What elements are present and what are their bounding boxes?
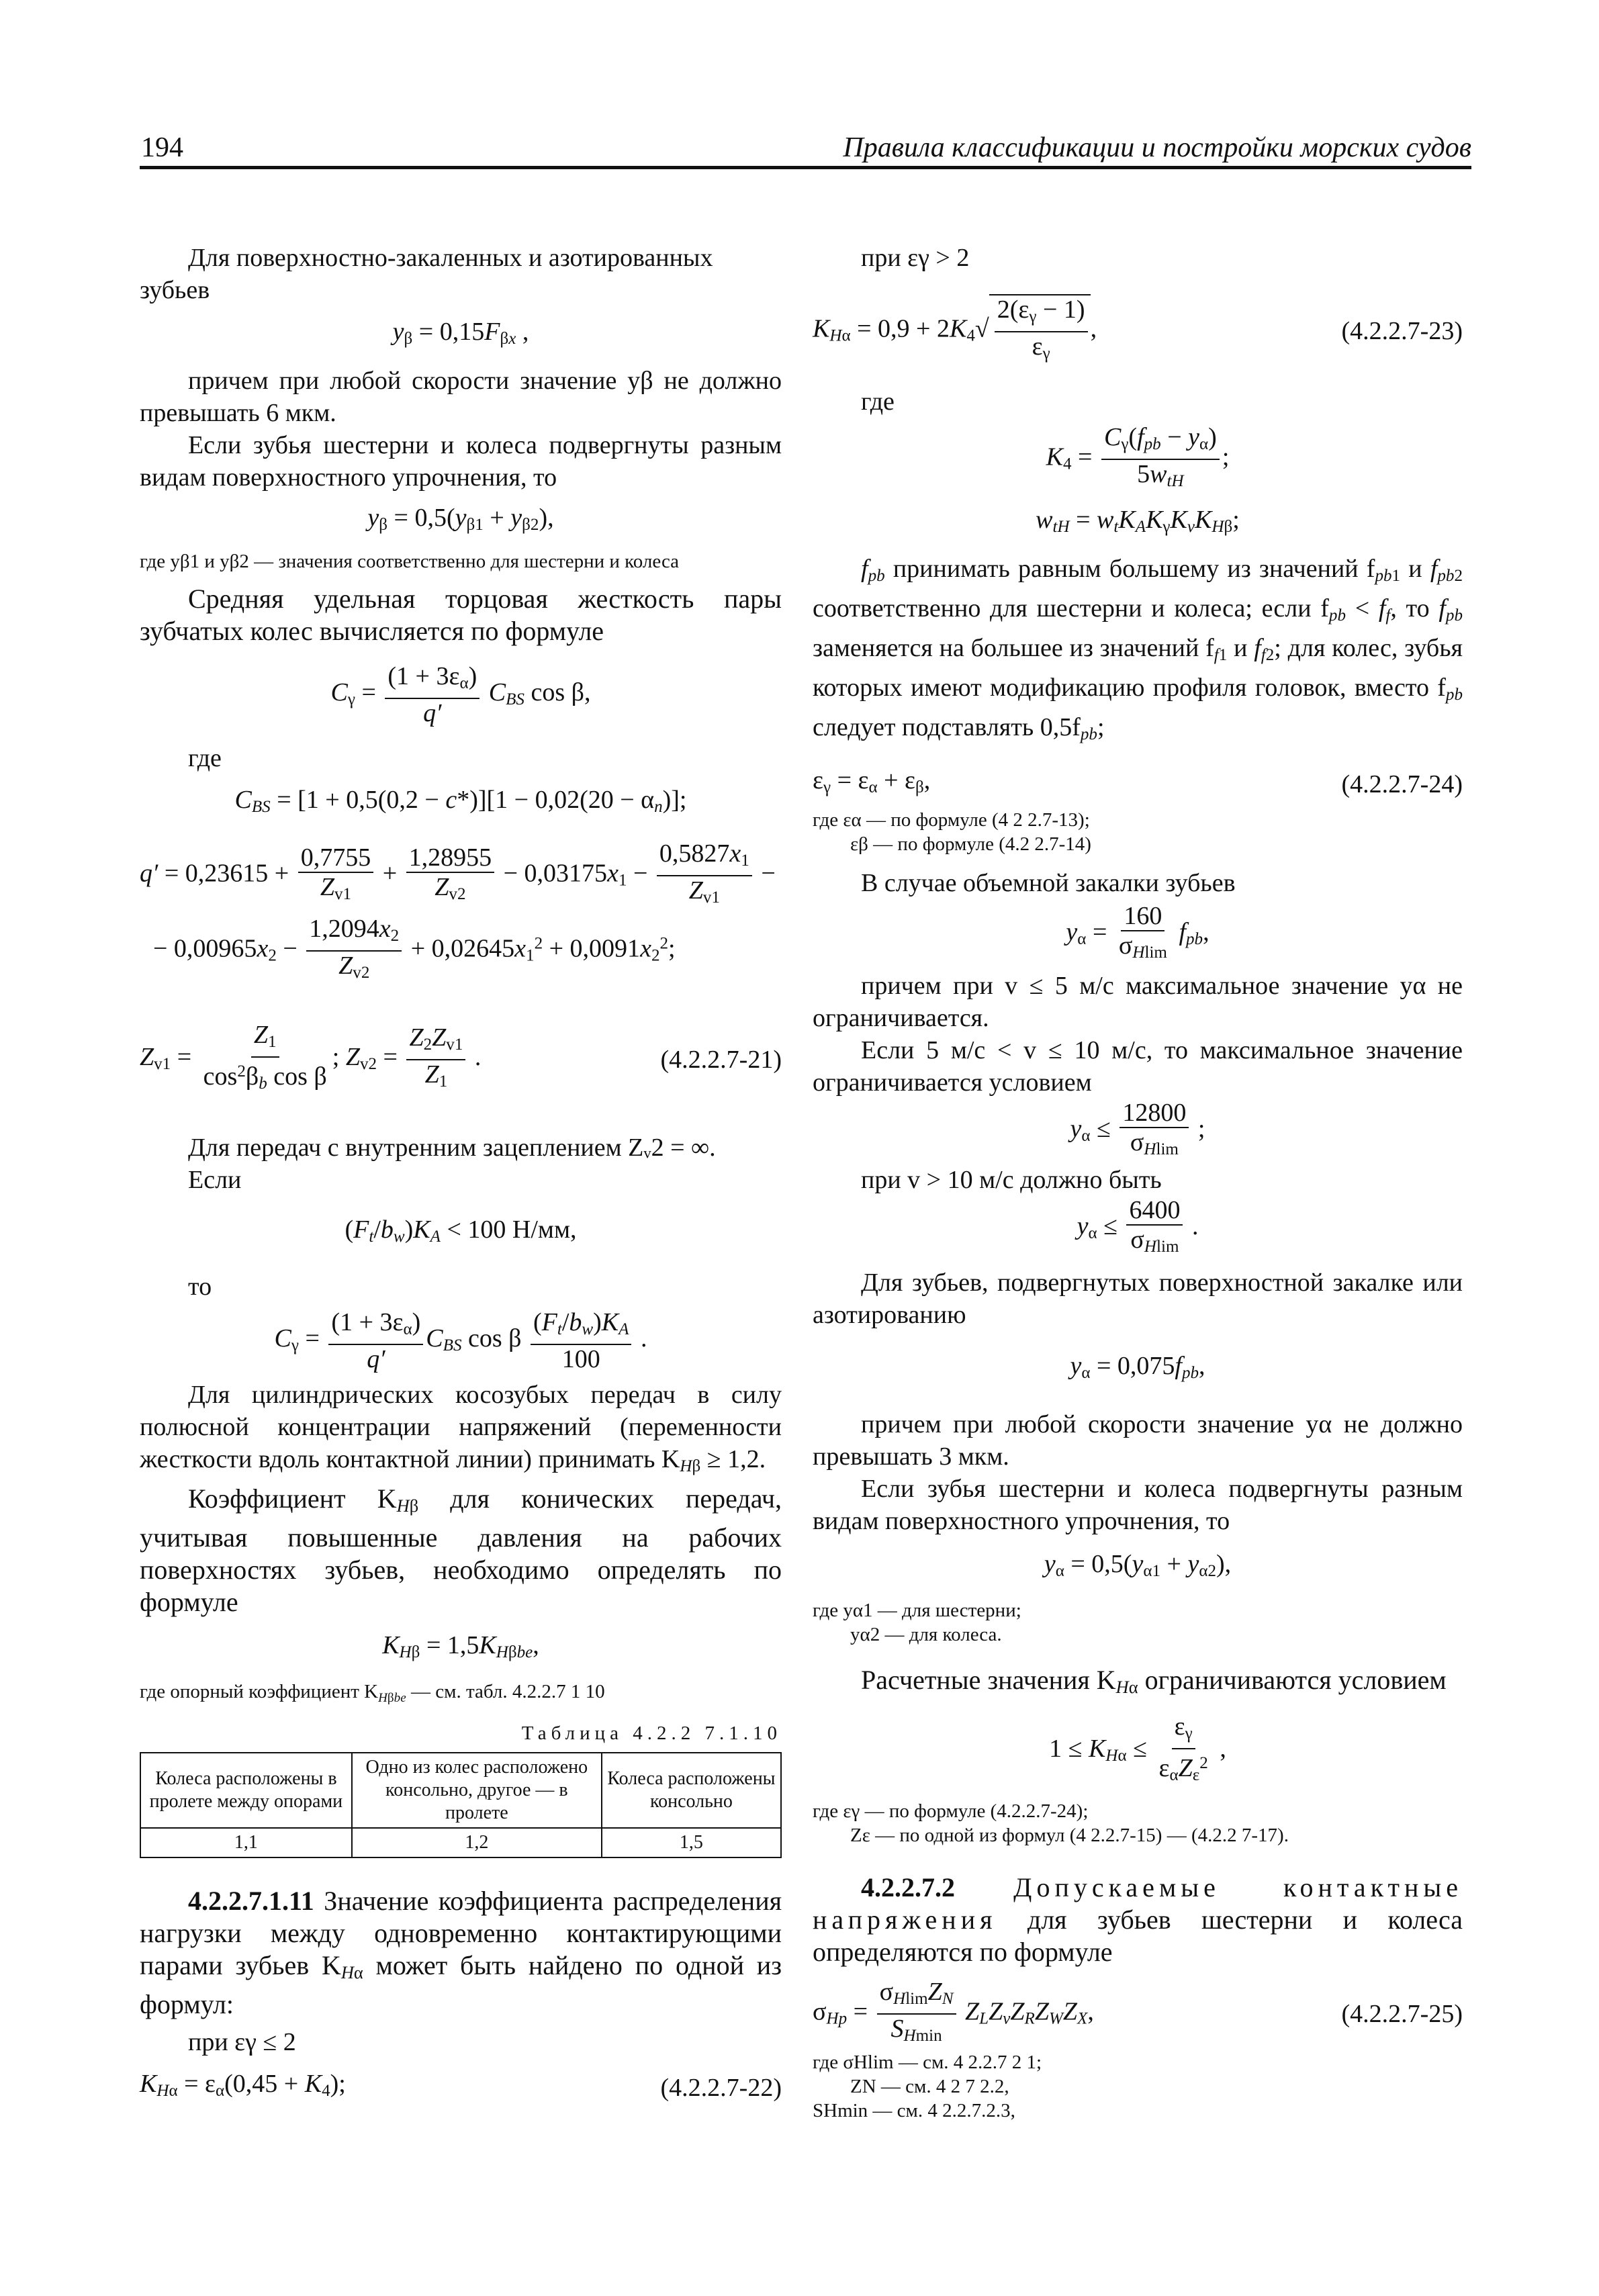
table-caption: Таблица 4.2.2 7.1.10 [521,1723,782,1744]
running-title: Правила классификации и постройки морских судов [843,132,1471,163]
right-column [813,242,1463,2123]
table-header-cell: Одно из колес расположено консольно, другое — в пролете [352,1753,602,1828]
table-header-cell: Колеса расположены в пролете между опорами [140,1753,352,1828]
equation-number: (4.2.2.7-22) [660,2073,782,2102]
paragraph: Если зубья шестерни и колеса подвергнуты разным видам поверхностного упрочнения, то [140,431,782,492]
formula-ya-160: $y_\alpha$ = $\frac{160}{\sigma_{Hlim}}$ $f_{pb}$, [1066,902,1209,962]
paragraph: Если [188,1166,242,1194]
formula-kha-2: $K_{H\alpha} = 0,9 + 2K_4√$ $2(\varepsilon_\gamma - 1)$ $\varepsilon_\gamma$ , (4.2.2.7-23) [813,294,1463,368]
formula-y-beta: $y_\beta = 0,15F_{\beta x}$ , [392,318,529,348]
formula-ya-0075: $y_\alpha = 0,075f_{pb}$, [1070,1352,1205,1382]
paragraph: причем при любой скорости значение yα не должно превышать 3 мкм. [813,1410,1463,1471]
equation-number: (4.2.2.7-25) [1341,2000,1463,2028]
paragraph: где [861,387,895,416]
note: где σHlim — см. 4 2.2.7 2 1; [813,2052,1042,2073]
formula-ft: $(F_t/b_w)K_A < 100$ Н/мм, [345,1215,577,1246]
table-cell: 1,2 [352,1828,602,1857]
formula-c-bs: $C_{BS} = [1 + 0,5(0,2 - c*)][1 - 0,02(20 - \alpha_n)]$; [234,786,687,816]
note: где опорный коэффициент $K_{H\beta be}$ — см. табл. 4.2.2.7 1 10 [140,1681,605,1705]
note: где εγ — по формуле (4.2.2.7-24); [813,1800,1089,1822]
paragraph: причем при любой скорости значение yβ не должно превышать 6 мкм. [140,367,782,427]
data-table [140,1752,782,1858]
note: где εα — по формуле (4 2 2.7-13); [813,809,1090,831]
formula-khb: $K_{H\beta} = 1,5K_{H\beta be}$, [382,1631,539,1661]
paragraph: В случае объемной закалки зубьев [861,869,1236,897]
header-rule [140,166,1471,169]
note: yα2 — для колеса. [850,1624,1002,1645]
paragraph: Для передач с внутренним зацеплением Zᵥ2 = ∞. [188,1134,716,1162]
paragraph: Если зубья шестерни и колеса подвергнуты разным видам поверхностного упрочнения, то [813,1475,1463,1535]
paragraph: где [188,744,222,772]
formula-c-gamma: $C_\gamma$ = $\frac{(1 + 3\varepsilon_\alpha)}{q'}$ $C_{BS}$ cos β, [330,662,591,727]
formula-q-cont: − $0,00965x_2$ − $\frac{1,2094x_2}{Z_{v2}}$ + $0,02645x_1^2 + 0,0091x_2^2$; [153,915,676,982]
formula-eps-gamma: $\varepsilon_\gamma = \varepsilon_\alpha + \varepsilon_\beta$, (4.2.2.7-24) [813,764,1463,804]
left-column [140,242,782,2107]
paragraph: при v > 10 м/с должно быть [861,1166,1162,1194]
formula-k4: $K_4$ = $C_\gamma(f_{pb} - y_\alpha)$ $5w_{tH}$ ; [1046,423,1230,490]
note: εβ — по формуле (4.2 2.7-14) [850,833,1091,855]
paragraph: Для поверхностно-закаленных и азотированных зубьев [140,244,713,304]
paragraph: при εγ ≤ 2 [188,2028,296,2056]
paragraph: Средняя удельная торцовая жесткость пары зубчатых колес вычисляется по формуле [140,584,782,646]
note: где yα1 — для шестерни; [813,1600,1021,1621]
paragraph: причем при v ≤ 5 м/с максимальное значение yα не ограничивается. [813,972,1463,1032]
equation-number: (4.2.2.7-24) [1341,770,1463,798]
formula-kha-1: $K_{H\alpha} = \varepsilon_\alpha(0,45 + K_4)$; (4.2.2.7-22) [140,2068,782,2107]
note: где yβ1 и yβ2 — значения соответственно для шестерни и колеса [140,551,680,572]
formula-zv: $Z_{v1}$ = $\frac{Z_1}{\cos^2\beta_b \cos \beta}$ ; $Z_{v2}$ = $\frac{Z_2Z_{v1}}{Z_1}$ . (4.2.2.7-21) [140,1021,782,1093]
formula-ya-6400: $y_\alpha$ ≤ $\frac{6400}{\sigma_{Hlim}}$ . [1077,1196,1199,1256]
paragraph: $f_{pb}$ принимать равным большему из значений $f_{pb1}$ и $f_{pb2}$ соответственно для шестерни и колеса; если $f_{pb} < f_f$, то $f_{pb}$ заменяется на большее из значений $f_{f1}$ и $f_{f2}$; для колес, зубья которых имеют модификацию профиля головок, вместо $f_{pb}$ следует подставлять $0,5f_{pb}$; [813,555,1463,743]
formula-sigma-hp: $\sigma_{Hp}$ = $\sigma_{Hlim}Z_N$ $S_{Hmin}$ $Z_LZ_vZ_RZ_WZ_X$, (4.2.2.7-25) [813,1978,1463,2045]
formula-kha-limit: $1 \le K_{H\alpha}$ ≤ $\varepsilon_\gamma$ $\varepsilon_\alpha Z_\varepsilon^2$ , [1049,1712,1226,1784]
equation-number: (4.2.2.7-23) [1341,317,1463,345]
paragraph: Для цилиндрических косозубых передач в силу полюсной концентрации напряжений (переменности жесткости вдоль контактной линии) принимать $K_{H\beta} \ge 1,2$. [140,1381,782,1475]
formula-c-gamma-2: $C_\gamma$ = $\frac{(1 + 3\varepsilon_\alpha)}{q'}$ $C_{BS}$ cos β $\frac{(F_t/b_w)K_A}{100}$ . [274,1308,647,1373]
formula-ya-12800: $y_\alpha$ ≤ $\frac{12800}{\sigma_{Hlim}}$ ; [1070,1099,1205,1158]
page-number: 194 [141,132,183,163]
paragraph: то [188,1273,212,1301]
paragraph: при εγ > 2 [861,244,970,272]
section-paragraph: 4.2.2.7.1.11 Значение коэффициента распределения нагрузки между одновременно контактирующими парами зубьев $K_{H\alpha}$ может быть найдено по одной из формул: [140,1886,782,2019]
formula-wth: $w_{tH} = w_tK_AK_\gamma K_vK_{H\beta}$; [1036,506,1240,536]
table-cell: 1,5 [602,1828,781,1857]
paragraph: Расчетные значения $K_{H\alpha}$ ограничиваются условием [861,1665,1447,1697]
formula-q: q′ = 0,23615 + $\frac{0,7755}{Z_{v1}}$ + $\frac{1,28955}{Z_{v2}}$ − $0,03175x_1$ − $\frac{0,5827x_1}{Z_{v1}}$ − [140,839,776,907]
formula-y-beta-avg: $y_\beta = 0,5(y_{\beta 1} + y_{\beta 2})$, [367,504,554,534]
paragraph: Для зубьев, подвергнутых поверхностной закалке или азотированию [813,1269,1463,1329]
paragraph: Если 5 м/с < v ≤ 10 м/с, то максимальное значение ограничивается условием [813,1036,1463,1097]
formula-ya-avg: $y_\alpha = 0,5(y_{\alpha 1} + y_{\alpha 2})$, [1044,1550,1232,1580]
section-paragraph: 4.2.2.7.2 Допускаемые контактные напряжения для зубьев шестерни и колеса определяются по формуле [813,1872,1463,1967]
equation-number: (4.2.2.7-21) [660,1045,782,1074]
note: ZN — см. 4 2 7 2.2, [850,2076,1009,2097]
paragraph: Коэффициент $K_{H\beta}$ для конических передач, учитывая повышенные давления на рабочих поверхностях зубьев, необходимо определять по формуле [140,1483,782,1617]
table-header-cell: Колеса расположены консольно [602,1753,781,1828]
table-cell: 1,1 [140,1828,352,1857]
note: Zε — по одной из формул (4 2.2.7-15) — (4.2.2 7-17). [850,1825,1289,1846]
note: SHmin — см. 4 2.2.7.2.3, [813,2100,1015,2121]
